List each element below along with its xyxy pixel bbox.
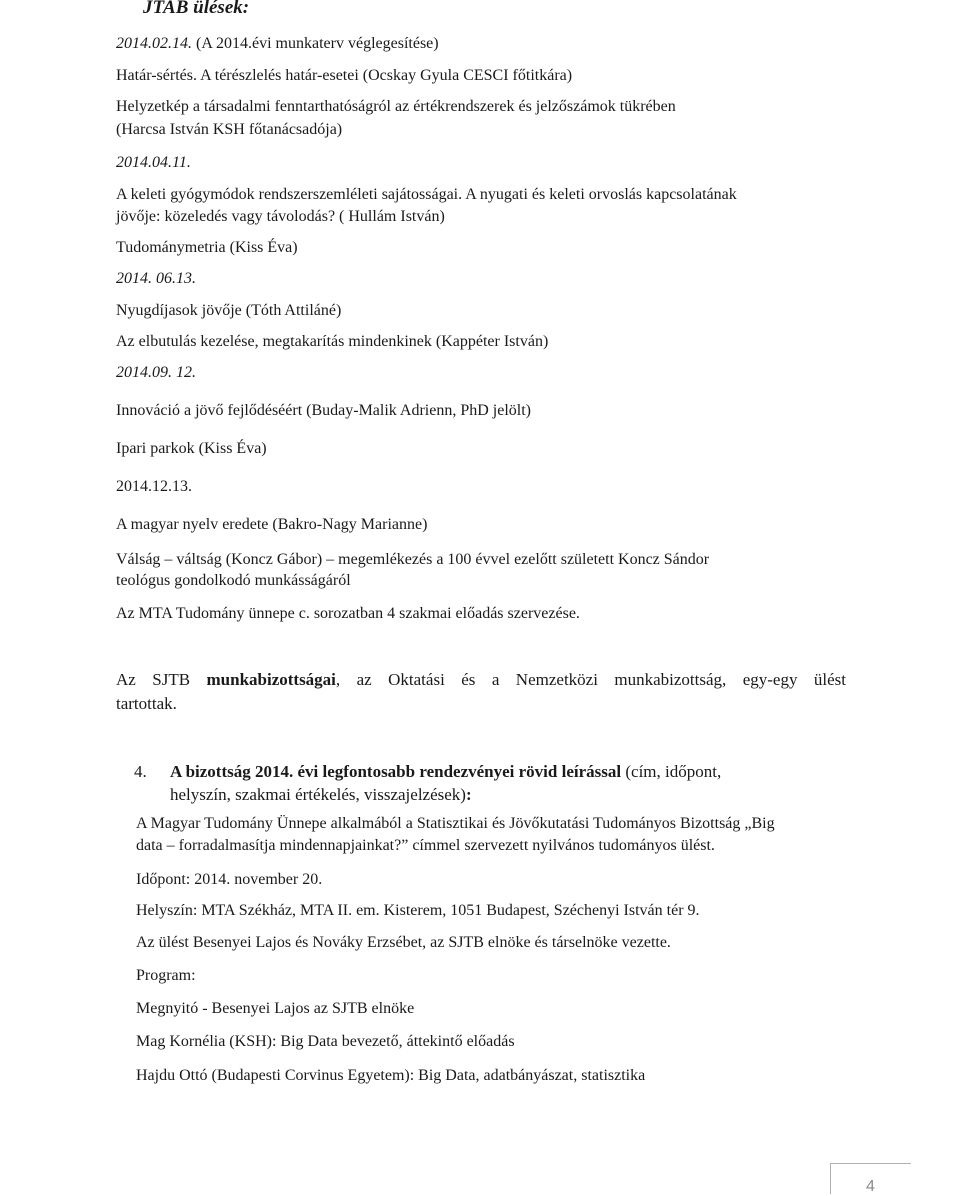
session-date: 2014.02.14. — [116, 35, 192, 52]
session-line: Ipari parkok (Kiss Éva) — [116, 440, 267, 457]
section-title: JTAB ülések: — [143, 0, 250, 18]
session-date: 2014.04.11. — [116, 154, 191, 171]
session-date: 2014.12.13. — [116, 478, 192, 495]
section-heading-line2: helyszín, szakmai értékelés, visszajelzések): — [170, 785, 472, 804]
program-item: Mag Kornélia (KSH): Big Data bevezető, áttekintő előadás — [136, 1033, 515, 1050]
session-line: Nyugdíjasok jövője (Tóth Attiláné) — [116, 302, 342, 319]
page-number: 4 — [866, 1178, 875, 1195]
session-line: A magyar nyelv eredete (Bakro-Nagy Marianne) — [116, 516, 428, 533]
event-description: A Magyar Tudomány Ünnepe alkalmából a Statisztikai és Jövőkutatási Tudományos Bizottság „Big — [136, 815, 775, 832]
section-number: 4. — [134, 762, 147, 781]
session-line — [116, 35, 439, 53]
session-text: (A 2014.évi munkaterv véglegesítése) — [192, 35, 439, 52]
session-line: teológus gondolkodó munkásságáról — [116, 572, 351, 589]
session-line: Innováció a jövő fejlődéséért (Buday-Malik Adrienn, PhD jelölt) — [116, 402, 532, 419]
committee-paragraph-line2: tartottak. — [116, 694, 177, 713]
session-date: 2014.09. 12. — [116, 364, 196, 381]
session-line: Tudománymetria (Kiss Éva) — [116, 239, 298, 256]
program-item: Hajdu Ottó (Budapesti Corvinus Egyetem): Big Data, adatbányászat, statisztika — [136, 1067, 646, 1084]
session-line: Válság – váltság (Koncz Gábor) – megemlékezés a 100 évvel ezelőtt született Koncz Sándor — [116, 551, 710, 568]
session-line: Helyzetkép a társadalmi fenntarthatóságról az értékrendszerek és jelzőszámok tükrében — [116, 98, 676, 115]
session-date: 2014. 06.13. — [116, 270, 196, 287]
session-line: (Harcsa István KSH főtanácsadója) — [116, 121, 343, 138]
session-line: A keleti gyógymódok rendszerszemléleti sajátosságai. A nyugati és keleti orvoslás kapcsolatának — [116, 186, 737, 203]
committee-paragraph: Az SJTB munkabizottságai, az Oktatási és a Nemzetközi munkabizottság, egy-egy ülést — [116, 670, 846, 689]
event-place: Helyszín: MTA Székház, MTA II. em. Kisterem, 1051 Budapest, Széchenyi István tér 9. — [136, 902, 700, 919]
session-line: jövője: közeledés vagy távolodás? ( Hullám István) — [116, 208, 445, 225]
event-description: data – forradalmasítja mindennapjainkat?” címmel szervezett nyilvános tudományos ülést. — [136, 837, 715, 854]
program-label: Program: — [136, 967, 196, 984]
session-line: Határ-sértés. A térészlelés határ-esetei (Ocskay Gyula CESCI főtitkára) — [116, 67, 573, 84]
event-time: Időpont: 2014. november 20. — [136, 871, 323, 888]
section-heading: A bizottság 2014. évi legfontosabb rendezvényei rövid leírással (cím, időpont, — [170, 762, 722, 781]
event-chairs: Az ülést Besenyei Lajos és Nováky Erzsébet, az SJTB elnöke és társelnöke vezette. — [136, 934, 671, 951]
program-item: Megnyitó - Besenyei Lajos az SJTB elnöke — [136, 1000, 415, 1017]
session-line: Az elbutulás kezelése, megtakarítás mindenkinek (Kappéter István) — [116, 333, 549, 350]
session-line: Az MTA Tudomány ünnepe c. sorozatban 4 szakmai előadás szervezése. — [116, 605, 580, 622]
